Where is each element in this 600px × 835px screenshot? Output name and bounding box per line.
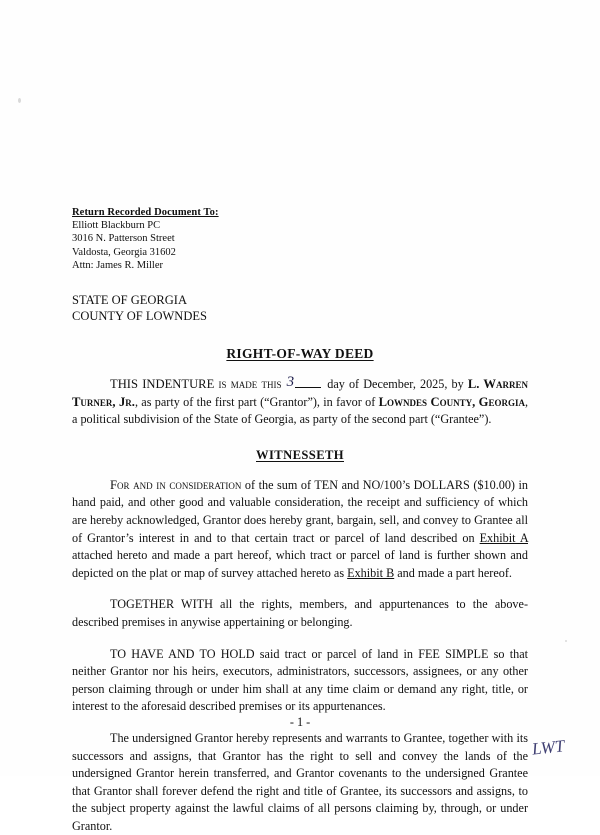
consideration-text-2: attached hereto and made a part hereof, which tract or parcel of land is further shown and depicted on the plat or map of survey attached hereto as bbox=[72, 548, 528, 580]
document-body bbox=[72, 206, 528, 835]
consideration-paragraph bbox=[72, 477, 528, 583]
grantor-name: L. Warren Turner, Jr. bbox=[72, 377, 529, 409]
jurisdiction-block bbox=[72, 293, 528, 324]
indenture-clause-end: , a political subdivision of the State of Georgia, as party of the second part (“Grantee”). bbox=[72, 394, 528, 427]
state-line: STATE OF GEORGIA bbox=[72, 293, 187, 308]
return-recorded-line: Attn: James R. Miller bbox=[72, 259, 163, 271]
indenture-clause-mid: , as party of the first part (“Grantor”), in favor of bbox=[134, 394, 376, 409]
consideration-text-1: of the sum of TEN and NO/100’s DOLLARS ($10.00) in hand paid, and other good and valuable consideration, the receipt and sufficiency of which are hereby acknowledged, Grantor does hereby grant, bargain, sell, and convey to Grantee all of Grantor’s interest in and to that certain tract or parcel of land described on bbox=[72, 477, 528, 545]
have-and-hold-paragraph: TO HAVE AND TO HOLD said tract or parcel of land in FEE SIMPLE so that neither Grantor nor his heirs, executors, administrators, successors, assignees, or any other person claiming through or under him shall at any time claim or demand any right, title, or interest to the aforesaid described premises or its appurtenances. bbox=[72, 646, 528, 714]
signature-initials: LWT bbox=[530, 736, 565, 759]
indenture-paragraph bbox=[72, 376, 528, 429]
consideration-text-3: and made a part hereof. bbox=[394, 565, 512, 580]
return-recorded-line: Elliott Blackburn PC bbox=[72, 220, 161, 232]
grantee-name: Lowndes County, Georgia bbox=[378, 394, 525, 409]
return-recorded-line: 3016 N. Patterson Street bbox=[72, 233, 175, 245]
scan-speck bbox=[565, 640, 567, 642]
return-recorded-title: Return Recorded Document To: bbox=[72, 207, 219, 218]
page-number: - 1 - bbox=[289, 715, 311, 729]
indenture-lead: THIS INDENTURE is made this bbox=[110, 377, 282, 392]
warranty-paragraph: The undersigned Grantor hereby represents and warrants to Grantee, together with its successors and assigns, that Grantor has the right to sell and convey the lands of the undersigned Grantor herein transferred, and Grantor covenants to the undersigned Grantee that Grantor shall forever defend the right and title of Grantee, its successors and assigns, to the subject property against the lawful claims of all persons claiming by, through, or under Grantor. bbox=[72, 730, 528, 833]
county-line: COUNTY OF LOWNDES bbox=[72, 308, 207, 323]
indenture-after-day: day of December, 2025, by bbox=[327, 377, 464, 392]
consideration-lead: For and in consideration bbox=[110, 477, 242, 492]
date-blank-line bbox=[295, 376, 321, 388]
scan-speck bbox=[18, 98, 21, 103]
together-with-paragraph: TOGETHER WITH all the rights, members, and appurtenances to the above-described premises in anywise appertaining or belonging. bbox=[72, 597, 528, 629]
handwritten-day: 3 bbox=[286, 374, 295, 391]
return-recorded-block bbox=[72, 206, 528, 272]
document-title: RIGHT-OF-WAY DEED bbox=[226, 346, 374, 362]
exhibit-a-reference: Exhibit A bbox=[479, 530, 528, 545]
exhibit-b-reference: Exhibit B bbox=[347, 565, 395, 580]
return-recorded-line: Valdosta, Georgia 31602 bbox=[72, 246, 176, 258]
witnesseth-heading: WITNESSETH bbox=[256, 447, 344, 462]
